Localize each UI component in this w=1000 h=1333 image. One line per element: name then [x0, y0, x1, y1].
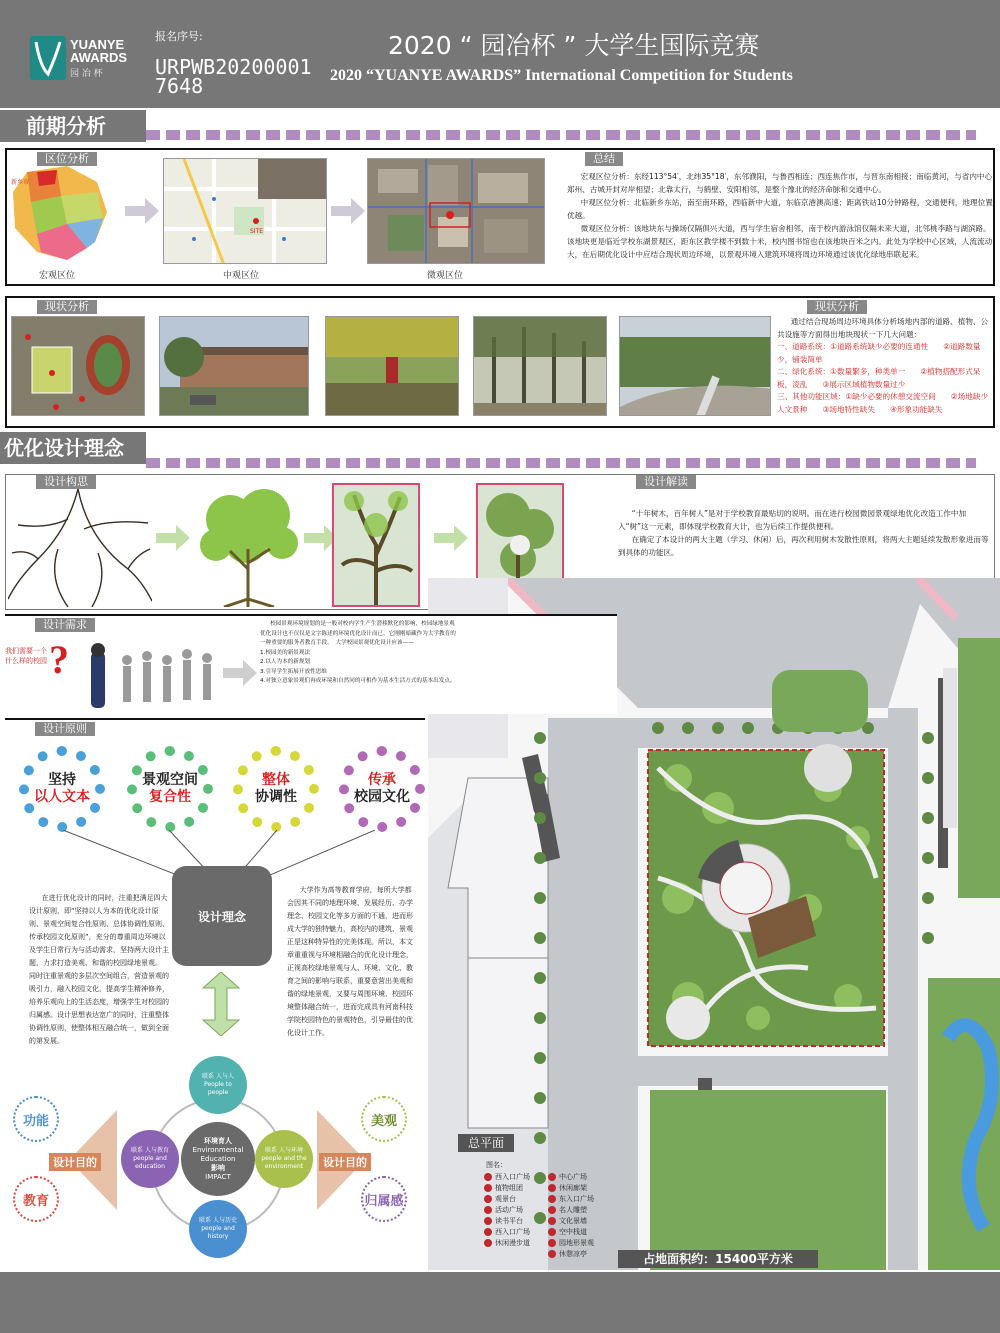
node-people-to-people [189, 1056, 247, 1114]
legend-marker-icon [484, 1217, 492, 1225]
roots-illustration [8, 489, 152, 607]
legend-marker-icon [548, 1195, 556, 1203]
explain-paragraph-2: 在确定了本设计的两大主题（学习、休闲）后，再次利用树木发散性原则，将两大主题延续发散形象进而等到具体的功能区。 [618, 535, 989, 557]
status-photo-trees [473, 316, 607, 416]
design-explain-text [618, 507, 994, 559]
legend-label: 西入口广场 [495, 1173, 530, 1181]
tag-location: 区位分析 [37, 152, 97, 166]
legend-item [548, 1172, 587, 1182]
legend-marker-icon [484, 1173, 492, 1181]
site-area: 占地面积约：15400平方米 [618, 1250, 818, 1268]
logo-text [70, 38, 127, 64]
legend-label: 活动广场 [495, 1206, 523, 1214]
demand-question: 我们需要一个什么样的校园 [5, 647, 47, 665]
demand-item: 1.校园美的新景观法 [260, 649, 311, 656]
meso-map-site-label: SITE [250, 228, 264, 235]
principles-left-text [29, 892, 169, 1048]
legend-label: 植物组团 [495, 1184, 523, 1192]
node-cn: 联系 人与环境 [265, 1147, 303, 1154]
legend-label: 中心广场 [559, 1173, 587, 1181]
registration-label: 报名序号: [155, 30, 203, 43]
principles-right-text [287, 884, 417, 1040]
node-cn: 联系 人与教育 [131, 1147, 169, 1154]
competition-title-en: 2020 “YUANYE AWARDS” International Competition for Students [330, 67, 793, 84]
design-principles-area [5, 718, 425, 1273]
node-cn: 联系 人与历史 [199, 1217, 237, 1224]
demand-item: 2.以人为本的新规划 [260, 659, 311, 665]
purpose-label-right: 设计目的 [319, 1153, 371, 1171]
legend-marker-icon [484, 1206, 492, 1214]
principles-left-paragraph: 在进行优化设计的同时，注重把满足四大设计原则，即“坚持以人为本的优化设计原则、景观空间复合性原则、总体协调性原则、传承校园文化原则”，充分的尊重周边环境以及学生日常行为与活动需求，坚持两大设计主题，力求打造美观、和谐的校园绿地景观。 同时注重景观的多层次空间组合，营造景观的吸引力，融入校园文化，提高学生精神修养，培养乐观向上的生活态度，增强学生对校园的归属感。设计思想表达宽广的同时，注重整体协调性原则，使整体相互融合统一，做到全面的第发展。 [29, 894, 169, 1045]
legend-title: 图名： [486, 1161, 507, 1169]
legend-label: 休憩凉亭 [559, 1250, 587, 1258]
principle-people-first [19, 746, 105, 832]
legend-label: 读书平台 [495, 1217, 523, 1225]
principle-culture [339, 746, 425, 832]
double-arrow-icon [201, 972, 241, 1036]
principle-line1: 坚持 [48, 772, 76, 788]
principles-right-paragraph: 大学作为高等教育学府，每所大学都会因其不同的地理环境、发展经历、办学理念、校园文化等多方面的不通，进而形成大学的独特魅力，高校内的建筑、景观正是这种特异性的完美体现。所以，本文章重重视与环境相融合的优化设计理念，正视高校绿地景观与人、环境、文化、教育之间的影响与联系，重要意营出美观和谐的绿地景观，又要与周围环境、校园环境整体融合统一，进而完成具有河南科技学院校园特色的景观特色，引导最佳的优化设计工作。 [287, 886, 413, 1037]
legend-marker-icon [484, 1239, 492, 1247]
yuanye-logo [30, 36, 66, 80]
principle-harmony [233, 746, 319, 832]
students-silhouette-icon [85, 642, 225, 712]
demand-item: 4.对独立意象景观们再成环境和自然同的可相作为基本生活方式的基本出发点。 [260, 678, 456, 684]
arrow-right-icon [223, 660, 257, 686]
legend-item [484, 1172, 530, 1182]
summary-micro: 微观区位分析：该地块东与操场仅隔俱兴大道，西与学生宿舍相邻，南于校内游泳馆仅隔未来大道，北邻桃李路与湖滨路。该地块更是临近学校东湖景观区，距东区教学楼不到数十米，校内图书馆也在该地块百米之内。此处为学校中心区域，人流流动大，在后期优化设计中应结合现状周边环境，以景观环境入建筑环境将周边环境通过该优化绿地串联起来。 [567, 224, 993, 259]
center-node-sub: 影响 [211, 1163, 225, 1172]
principle-line2: 校园文化 [354, 789, 410, 805]
legend-marker-icon [484, 1195, 492, 1203]
legend-label: 休闲漫步道 [495, 1239, 530, 1247]
legend-item [548, 1216, 587, 1226]
tag-status-right: 现状分析 [807, 300, 867, 314]
center-node-sub-en: IMPACT [205, 1172, 231, 1181]
design-concept-gear: 设计理念 [172, 866, 272, 966]
section-title-pre-analysis: 前期分析 [0, 110, 146, 142]
principle-line2: 协调性 [255, 789, 297, 805]
node-people-environment [255, 1130, 313, 1188]
status-aerial-photo [11, 316, 145, 416]
legend-label: 东入口广场 [559, 1195, 594, 1203]
location-analysis-box [5, 148, 995, 286]
legend-label: 观景台 [495, 1195, 516, 1203]
principle-line1: 景观空间 [142, 772, 198, 788]
demand-paragraph: 校园景观环境规划的是一般对校内学生产生潜移默化的影响，校园绿地景观优化设计也不仅仅是文字陈述的环境优化设计而已，它刚刚暗藏作为大学教育的一种重要的服务者教育手段。 大学校园景观优化设计应该—— [260, 621, 456, 646]
tag-design-principles: 设计原则 [35, 722, 95, 736]
legend-marker-icon [548, 1217, 556, 1225]
caption-macro: 宏观区位 [39, 271, 76, 281]
principle-complexity [127, 746, 213, 832]
arrow-right-icon [434, 525, 468, 551]
tag-status: 现状分析 [37, 300, 97, 314]
legend-item [484, 1238, 530, 1248]
principle-line1: 传承 [368, 772, 396, 788]
tag-design-idea: 设计构思 [36, 475, 96, 489]
legend-marker-icon [548, 1206, 556, 1214]
arrow-right-icon [331, 198, 365, 224]
summary-macro: 宏观区位分析：东经113°54′，北纬35°18′，东邻濮阳，与鲁西相连；西连焦作市，与晋东南相接；南临黄河，与省内中心郑州、古城开封对岸相望；北靠太行，与鹤壁、安阳相邻，是整个豫北的经济命脉和交通中心。 [567, 172, 993, 194]
tag-design-explain: 设计解读 [636, 475, 696, 489]
node-en: people and the environment [261, 1155, 307, 1170]
micro-map [367, 158, 545, 264]
legend-label: 园地形景观 [559, 1239, 594, 1247]
demand-text [260, 620, 460, 687]
legend-marker-icon [548, 1173, 556, 1181]
footer-bar [0, 1272, 1000, 1333]
section-title-concept: 优化设计理念 [0, 432, 146, 464]
status-item-greening: 二、绿化系统：①数量繁多，种类单一 ②植物搭配形式呆板，凌乱 ③展示区域植物数量过少 [777, 367, 981, 389]
caption-micro: 微观区位 [427, 271, 464, 281]
legend-item [484, 1216, 523, 1226]
legend-item [548, 1194, 594, 1204]
legend-marker-icon [484, 1228, 492, 1236]
node-en: People to people [204, 1081, 232, 1096]
legend-item [548, 1183, 587, 1193]
principle-line1: 整体 [262, 772, 290, 788]
logo-line1: YUANYE [70, 37, 125, 52]
node-en: people and history [201, 1225, 235, 1240]
section-stripe [146, 458, 976, 468]
section-stripe [146, 130, 976, 140]
question-mark-icon: ? [49, 637, 69, 682]
center-node-en: Environmental Education [192, 1145, 244, 1163]
principle-line2: 复合性 [149, 789, 191, 805]
tag-master-plan: 总平面 [458, 1134, 514, 1152]
tag-design-demand: 设计需求 [35, 618, 95, 632]
node-en: people and education [133, 1155, 167, 1170]
node-people-education [121, 1130, 179, 1188]
purpose-education: 教育 [13, 1176, 59, 1222]
macro-map [7, 162, 117, 266]
legend-label: 空中栈道 [559, 1228, 587, 1236]
legend-marker-icon [548, 1184, 556, 1192]
purpose-function: 功能 [13, 1096, 59, 1142]
purpose-beauty: 美观 [361, 1096, 407, 1142]
legend-item [484, 1227, 530, 1237]
status-text [777, 316, 993, 416]
competition-title-cn: 2020 “ 园冶杯 ” 大学生国际竞赛 [388, 31, 760, 60]
principle-line2: 以人文本 [34, 789, 90, 805]
status-photo-building [159, 316, 309, 416]
location-summary [567, 170, 995, 261]
status-photo-grass [325, 316, 459, 416]
macro-map-city-label: 新乡市 [11, 179, 30, 186]
status-photo-path [619, 316, 771, 416]
legend-item [484, 1194, 516, 1204]
tag-summary: 总结 [585, 152, 623, 166]
status-item-roads: 一、道路系统：①道路系统缺少必要的连通性 ②道路数量少，铺装简单 [777, 342, 981, 364]
status-intro: 通过结合现场周边环境具体分析场地内部的道路、植物、公共设施等方面得出地块现状一下几大问题： [777, 317, 989, 339]
concept-plan-overlay-1 [332, 483, 420, 607]
arrow-right-icon [156, 525, 190, 551]
design-demand-area [5, 614, 617, 714]
summary-meso: 中观区位分析：北临新乡东站，南至南环路，西临新中大道，东临京港澳高速；距离铁站10分钟路程，交通便利，地理位置优越。 [567, 198, 993, 220]
logo-subtitle: 园 冶 杯 [70, 69, 103, 79]
legend-marker-icon [548, 1250, 556, 1258]
legend-marker-icon [548, 1239, 556, 1247]
status-item-functions: 三、其他功能区域：①缺少必要的休憩交流空间 ②场地缺少人文景种 ③场地特性缺失 ④形象功能缺失 [777, 392, 989, 414]
legend-item [548, 1249, 587, 1259]
purpose-belonging: 归属感 [361, 1176, 407, 1222]
header [0, 0, 1000, 108]
node-people-history [189, 1200, 247, 1258]
legend-item [548, 1227, 587, 1237]
node-cn: 联系 人与人 [202, 1073, 234, 1080]
status-analysis-box [5, 296, 995, 428]
legend-item [548, 1205, 587, 1215]
meso-map [163, 158, 327, 264]
logo-line2: AWARDS [70, 50, 128, 65]
legend-label: 休闲廊架 [559, 1184, 587, 1192]
legend-marker-icon [484, 1184, 492, 1192]
caption-meso: 中观区位 [223, 271, 260, 281]
purpose-label-left: 设计目的 [49, 1153, 101, 1171]
legend-item [484, 1183, 523, 1193]
legend-label: 文化景墙 [559, 1217, 587, 1225]
node-environment-education [181, 1122, 255, 1196]
demand-item: 3.引导学生拓展开放性思维 [260, 668, 327, 675]
registration-number: URPWB202000017648 [155, 55, 312, 98]
arrow-right-icon [125, 198, 159, 224]
legend-item [548, 1238, 594, 1248]
explain-paragraph-1: “十年树木，百年树人”是对于学校教育最贴切的说明。而在进行校园微园景观绿地优化改造工作中加入“树”这一元素，即体现学校教育大计，也为后续工作提供便利。 [618, 509, 967, 531]
tree-illustration [190, 489, 308, 607]
legend-label: 名人雕塑 [559, 1206, 587, 1214]
legend-marker-icon [548, 1228, 556, 1236]
legend-item [484, 1205, 523, 1215]
legend-label: 西入口广场 [495, 1228, 530, 1236]
center-node-cn: 环境育人 [204, 1136, 232, 1145]
